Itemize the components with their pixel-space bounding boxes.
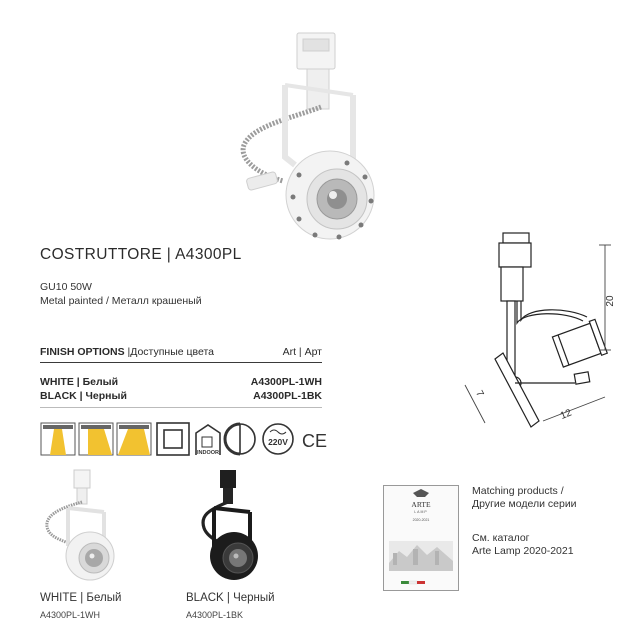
finish-options-label-ru: |Доступные цвета bbox=[127, 346, 215, 358]
dimmable-icon bbox=[225, 424, 255, 454]
finish-row-black bbox=[40, 390, 322, 402]
variant-code-white: A4300PL-1WH bbox=[40, 610, 101, 620]
finish-code: A4300PL-1WH bbox=[250, 376, 322, 388]
depth-dimension: 7 bbox=[473, 388, 486, 399]
catalog-reference-ru: См. каталог bbox=[472, 532, 530, 544]
voltage-label: 220V bbox=[268, 437, 288, 447]
variant-caption-white: WHITE | Белый bbox=[40, 592, 122, 604]
catalog-brand-sub: LAMP bbox=[414, 510, 428, 514]
ce-label: CE bbox=[302, 431, 328, 451]
variant-caption-black: BLACK | Черный bbox=[186, 592, 275, 604]
length-dimension: 12 bbox=[558, 407, 574, 422]
beam-wide-icon bbox=[117, 423, 151, 455]
catalog-reference: Arte Lamp 2020-2021 bbox=[472, 545, 574, 557]
finish-row-white bbox=[40, 376, 322, 388]
beam-narrow-icon bbox=[41, 423, 75, 455]
finish-options-header bbox=[40, 346, 322, 358]
matching-products-label: Matching products / bbox=[472, 485, 564, 497]
indoor-label: INDOOR bbox=[197, 450, 219, 456]
matching-products-label-ru: Другие модели серии bbox=[472, 498, 577, 510]
finish-code: A4300PL-1BK bbox=[253, 390, 322, 402]
finish-bottom-divider bbox=[40, 407, 322, 408]
voltage-icon bbox=[263, 424, 293, 454]
finish-divider bbox=[40, 362, 322, 363]
ce-icon bbox=[302, 431, 327, 451]
feature-icons bbox=[40, 421, 330, 457]
variant-photo-black bbox=[188, 468, 268, 588]
height-dimension: 20 bbox=[605, 295, 616, 307]
indoor-icon bbox=[196, 425, 220, 456]
product-title: COSTRUTTORE | A4300PL bbox=[40, 246, 242, 263]
material-spec: Metal painted / Металл крашеный bbox=[40, 295, 202, 307]
class-ii-icon bbox=[157, 423, 189, 455]
catalog-years: 2020-2021 bbox=[412, 518, 430, 522]
catalog-cover bbox=[383, 485, 459, 591]
lamp-spec: GU10 50W bbox=[40, 281, 92, 293]
art-column-header: Art | Арт bbox=[282, 346, 322, 358]
finish-label: WHITE | Белый bbox=[40, 376, 119, 388]
dimension-drawing bbox=[455, 225, 625, 440]
beam-medium-icon bbox=[79, 423, 113, 455]
product-photo-main bbox=[225, 25, 385, 245]
variant-photo-white bbox=[40, 468, 120, 588]
catalog-brand: ARTE bbox=[411, 500, 431, 509]
finish-options-label: FINISH OPTIONS bbox=[40, 346, 125, 358]
finish-label: BLACK | Черный bbox=[40, 390, 127, 402]
variant-code-black: A4300PL-1BK bbox=[186, 610, 244, 620]
